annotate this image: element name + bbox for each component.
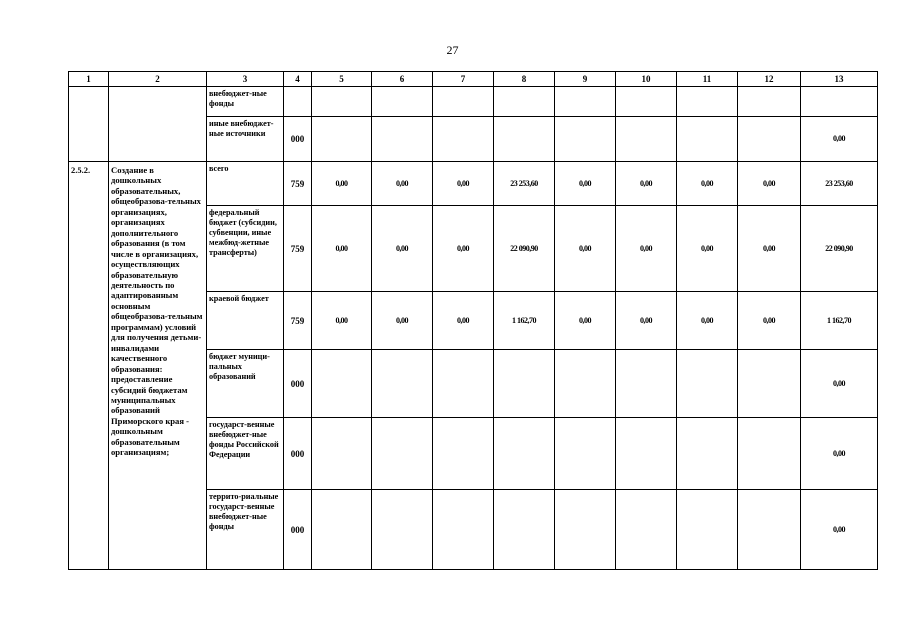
total-cell (801, 87, 878, 117)
source-cell: государст-венные внебюджет-ные фонды Российской Федерации (207, 418, 284, 490)
value-cell (738, 490, 801, 570)
total-cell: 0,00 (801, 490, 878, 570)
total-cell: 0,00 (801, 418, 878, 490)
value-cell (677, 87, 738, 117)
total-cell: 1 162,70 (801, 292, 878, 350)
value-cell: 1 162,70 (494, 292, 555, 350)
value-cell (555, 350, 616, 418)
source-cell: всего (207, 162, 284, 206)
source-cell: террито-риальные государст-венные внебюджет-ные фонды (207, 490, 284, 570)
value-cell (312, 490, 372, 570)
value-cell (312, 87, 372, 117)
value-cell (616, 117, 677, 162)
total-cell: 22 090,90 (801, 206, 878, 292)
value-cell (372, 490, 433, 570)
code-cell: 000 (284, 350, 312, 418)
value-cell: 0,00 (372, 292, 433, 350)
code-cell: 759 (284, 162, 312, 206)
row-number-cell: 2.5.2. (69, 162, 109, 570)
value-cell (677, 350, 738, 418)
value-cell (494, 117, 555, 162)
source-cell: краевой бюджет (207, 292, 284, 350)
header-cell: 4 (284, 72, 312, 87)
header-cell: 3 (207, 72, 284, 87)
value-cell: 0,00 (372, 162, 433, 206)
value-cell (555, 87, 616, 117)
value-cell (494, 87, 555, 117)
value-cell: 0,00 (555, 292, 616, 350)
source-cell: внебюджет-ные фонды (207, 87, 284, 117)
value-cell (555, 117, 616, 162)
header-cell: 1 (69, 72, 109, 87)
header-cell: 13 (801, 72, 878, 87)
budget-table (68, 71, 878, 570)
value-cell (312, 117, 372, 162)
code-cell: 759 (284, 206, 312, 292)
value-cell: 0,00 (616, 206, 677, 292)
value-cell (372, 117, 433, 162)
value-cell (433, 418, 494, 490)
value-cell (372, 418, 433, 490)
value-cell (616, 418, 677, 490)
value-cell (494, 490, 555, 570)
total-cell: 23 253,60 (801, 162, 878, 206)
value-cell: 0,00 (555, 162, 616, 206)
header-cell: 8 (494, 72, 555, 87)
code-cell (284, 87, 312, 117)
source-cell: иные внебюджет-ные источники (207, 117, 284, 162)
value-cell (312, 350, 372, 418)
value-cell (555, 490, 616, 570)
value-cell (372, 87, 433, 117)
value-cell (677, 117, 738, 162)
row-number-cell (69, 87, 109, 162)
header-row (69, 72, 878, 87)
value-cell (738, 87, 801, 117)
page-number: 27 (446, 43, 459, 57)
header-cell: 10 (616, 72, 677, 87)
value-cell: 0,00 (738, 292, 801, 350)
value-cell (494, 418, 555, 490)
value-cell: 0,00 (433, 292, 494, 350)
value-cell (494, 350, 555, 418)
value-cell (433, 350, 494, 418)
value-cell (616, 87, 677, 117)
code-cell: 000 (284, 490, 312, 570)
value-cell (372, 350, 433, 418)
code-cell: 000 (284, 117, 312, 162)
value-cell: 0,00 (433, 162, 494, 206)
value-cell (738, 117, 801, 162)
value-cell (433, 87, 494, 117)
value-cell (433, 490, 494, 570)
value-cell: 0,00 (555, 206, 616, 292)
value-cell (555, 418, 616, 490)
header-cell: 11 (677, 72, 738, 87)
value-cell (433, 117, 494, 162)
value-cell: 0,00 (372, 206, 433, 292)
header-cell: 2 (109, 72, 207, 87)
value-cell: 0,00 (312, 292, 372, 350)
table-row (69, 162, 878, 206)
value-cell: 0,00 (433, 206, 494, 292)
value-cell: 0,00 (677, 162, 738, 206)
value-cell: 22 090,90 (494, 206, 555, 292)
value-cell: 0,00 (677, 206, 738, 292)
description-cell (109, 87, 207, 162)
value-cell (677, 490, 738, 570)
description-cell: Создание в дошкольных образовательных, общеобразова-тельных организациях, организациях дополнительного образования (в том числе в организациях, осуществляющих образовательную деятельность по адаптированным основным общеобразова-тельным программам) условий для получения детьми-инвалидами качественного образования: предоставление субсидий бюджетам муниципальных образований Приморского края - дошкольным образовательным организациям; (109, 162, 207, 570)
value-cell (677, 418, 738, 490)
value-cell: 0,00 (312, 206, 372, 292)
value-cell (616, 350, 677, 418)
header-cell: 9 (555, 72, 616, 87)
value-cell (616, 490, 677, 570)
value-cell: 0,00 (677, 292, 738, 350)
value-cell (312, 418, 372, 490)
header-cell: 5 (312, 72, 372, 87)
value-cell (738, 418, 801, 490)
value-cell: 23 253,60 (494, 162, 555, 206)
total-cell: 0,00 (801, 117, 878, 162)
value-cell: 0,00 (616, 162, 677, 206)
code-cell: 759 (284, 292, 312, 350)
source-cell: федеральный бюджет (субсидии, субвенции, иные межбюд-жетные трансферты) (207, 206, 284, 292)
header-cell: 7 (433, 72, 494, 87)
value-cell: 0,00 (738, 162, 801, 206)
header-cell: 12 (738, 72, 801, 87)
value-cell: 0,00 (312, 162, 372, 206)
total-cell: 0,00 (801, 350, 878, 418)
source-cell: бюджет муници-пальных образований (207, 350, 284, 418)
header-cell: 6 (372, 72, 433, 87)
value-cell: 0,00 (738, 206, 801, 292)
value-cell: 0,00 (616, 292, 677, 350)
code-cell: 000 (284, 418, 312, 490)
table-row (69, 87, 878, 117)
value-cell (738, 350, 801, 418)
